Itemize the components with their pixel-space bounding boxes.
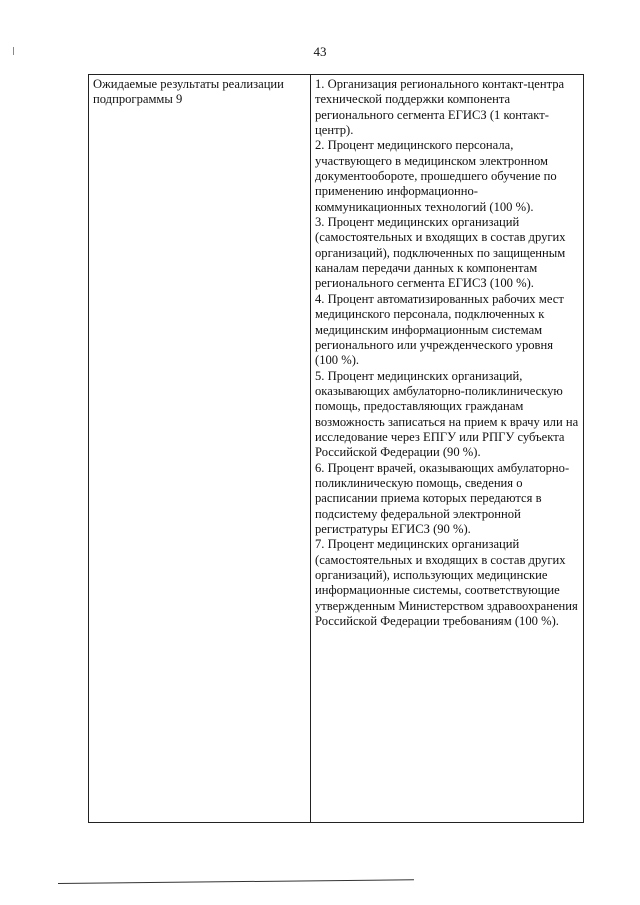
results-label-cell <box>89 75 311 823</box>
page-number: 43 <box>313 44 327 59</box>
results-table <box>88 74 584 823</box>
result-item-7: 7. Процент медицинских организаций (самостоятельных и входящих в состав других организаций), использующих медицинские информационные системы, соответствующие утвержденным Министерством здравоохранения Российской Федерации требованиям (100 %). <box>315 537 578 629</box>
result-item-1: 1. Организация регионального контакт-центра технической поддержки компонента регионального сегмента ЕГИСЗ (1 контакт-центр). <box>315 77 565 138</box>
results-label: Ожидаемые результаты реализации подпрограммы 9 <box>93 77 284 107</box>
result-item-4: 4. Процент автоматизированных рабочих мест медицинского персонала, подключенных к медицинским информационным системам регионального или учрежденческого уровня (100 %). <box>315 291 564 368</box>
result-item-5: 5. Процент медицинских организаций, оказывающих амбулаторно-поликлиническую помощь, предоставляющих гражданам возможность записаться на прием к врачу или на исследование через ЕПГУ или РПГУ субъекта Российской Федерации (90 %). <box>315 368 579 460</box>
result-item-6: 6. Процент врачей, оказывающих амбулаторно-поликлиническую помощь, сведения о расписании приема которых передаются в подсистему федеральной электронной регистратуры ЕГИСЗ (90 %). <box>315 460 570 536</box>
table-row <box>89 75 584 823</box>
footer-divider <box>58 879 414 884</box>
result-item-2: 2. Процент медицинского персонала, участвующего в медицинском электронном документообороте, прошедшего обучение по применению информационно-коммуникационных технологий (100 %). <box>315 138 557 214</box>
results-list-cell <box>311 75 584 823</box>
result-item-3: 3. Процент медицинских организаций (самостоятельных и входящих в состав других организаций), подключенных по защищенным каналам передачи данных к компонентам регионального сегмента ЕГИСЗ (100 %). <box>315 215 566 291</box>
margin-mark <box>13 47 14 55</box>
